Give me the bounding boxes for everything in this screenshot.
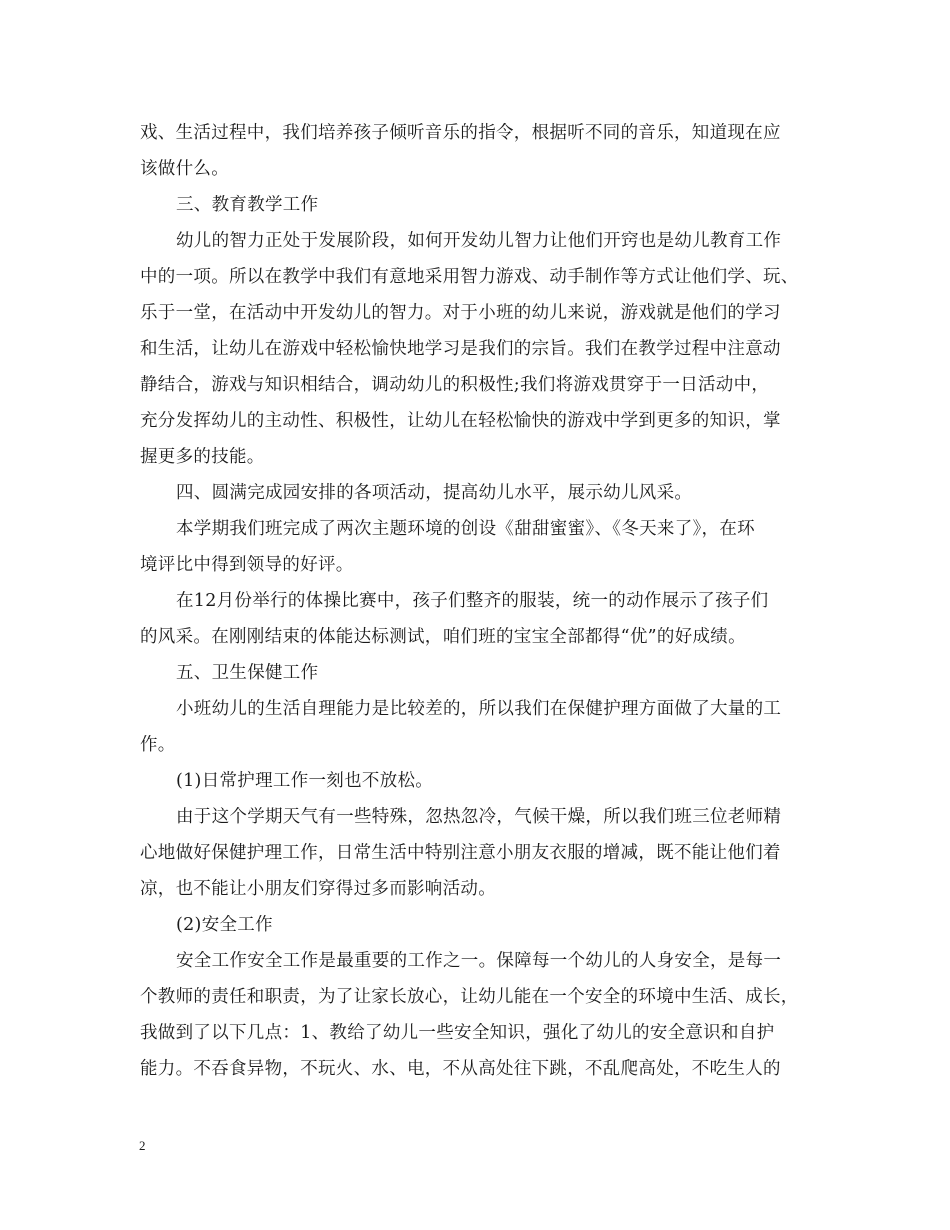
paragraph-line: 握更多的技能。 [140,447,265,467]
paragraph-line: 戏、生活过程中，我们培养孩子倾听音乐的指令，根据听不同的音乐，知道现在应 [140,123,781,143]
paragraph-line: 作。 [140,735,176,755]
paragraph-line-indented: (1)日常护理工作一刻也不放松。 [176,771,434,791]
page-number: 2 [139,1138,146,1153]
paragraph-line: 中的一项。所以在教学中我们有意地采用智力游戏、动手制作等方式让他们学、玩、 [140,267,799,287]
paragraph-line: 和生活，让幼儿在游戏中轻松愉快地学习是我们的宗旨。我们在教学过程中注意动 [140,339,781,359]
paragraph-line: 能力。不吞食异物，不玩火、水、电，不从高处往下跳，不乱爬高处，不吃生人的 [140,1059,781,1079]
paragraph-line-indented: 小班幼儿的生活自理能力是比较差的，所以我们在保健护理方面做了大量的工 [176,699,782,719]
body-text [140,115,820,1087]
paragraph-line: 凉，也不能让小朋友们穿得过多而影响活动。 [140,879,496,899]
paragraph-line-indented: 由于这个学期天气有一些特殊，忽热忽冷，气候干燥，所以我们班三位老师精 [176,807,782,827]
paragraph-line-indented: 幼儿的智力正处于发展阶段，如何开发幼儿智力让他们开窍也是幼儿教育工作 [176,231,782,251]
paragraph-line: 心地做好保健护理工作，日常生活中特别注意小朋友衣服的增减，既不能让他们着 [140,843,781,863]
paragraph-line: 个教师的责任和职责，为了让家长放心，让幼儿能在一个安全的环境中生活、成长， [140,987,799,1007]
paragraph-line: 静结合，游戏与知识相结合，调动幼儿的积极性;我们将游戏贯穿于一日活动中， [140,375,770,395]
paragraph-line-indented: (2)安全工作 [176,915,273,935]
paragraph-line: 该做什么。 [140,159,229,179]
paragraph-line: 的风采。在刚刚结束的体能达标测试，咱们班的宝宝全部都得“优”的好成绩。 [140,627,746,647]
paragraph-line: 充分发挥幼儿的主动性、积极性，让幼儿在轻松愉快的游戏中学到更多的知识，掌 [140,411,781,431]
paragraph-line: 乐于一堂，在活动中开发幼儿的智力。对于小班的幼儿来说，游戏就是他们的学习 [140,303,781,323]
paragraph-line-indented: 五、卫生保健工作 [176,663,319,683]
paragraph-line-indented: 本学期我们班完成了两次主题环境的创设《甜甜蜜蜜》、《冬天来了》，在环 [176,519,755,539]
paragraph-line-indented: 在12月份举行的体操比赛中，孩子们整齐的服装，统一的动作展示了孩子们 [176,591,769,611]
paragraph-line: 我做到了以下几点：1、教给了幼儿一些安全知识，强化了幼儿的安全意识和自护 [140,1023,775,1043]
paragraph-line: 境评比中得到领导的好评。 [140,555,354,575]
paragraph-line-indented: 四、圆满完成园安排的各项活动，提高幼儿水平，展示幼儿风采。 [176,483,693,503]
paragraph-line-indented: 安全工作安全工作是最重要的工作之一。保障每一个幼儿的人身安全，是每一 [176,951,782,971]
paragraph-line-indented: 三、教育教学工作 [176,195,319,215]
